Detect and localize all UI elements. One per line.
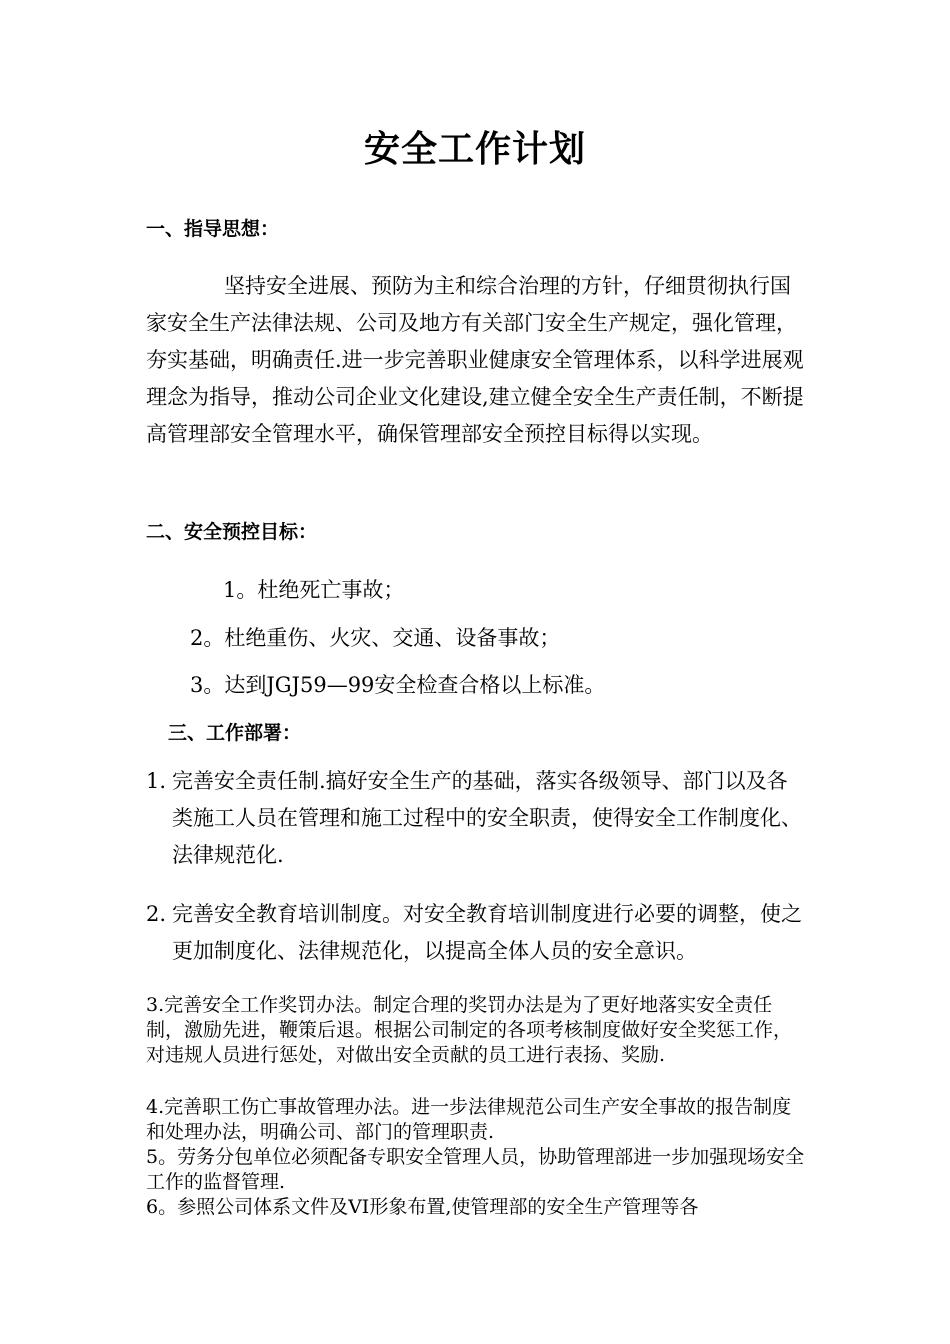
list-item-number: 1. xyxy=(146,769,167,793)
list-item-text: 3.完善安全工作奖罚办法。制定合理的奖罚办法是为了更好地落实安全责任制，激励先进，鞭策后退。根据公司制定的各项考核制度做好安全奖惩工作，对违规人员进行惩处，对做出安全贡献的员工进行表扬、奖励. xyxy=(146,994,793,1066)
section-paragraph-guiding-ideology: 坚持安全进展、预防为主和综合治理的方针，仔细贯彻执行国家安全生产法律法规、公司及地方有关部门安全生产规定，强化管理，夯实基础，明确责任.进一步完善职业健康安全管理体系，以科学进展观理念为指导，推动公司企业文化建设,建立健全安全生产责任制，不断提高管理部安全管理水平，确保管理部安全预控目标得以实现。 xyxy=(146,274,804,446)
document-title: 安全工作计划 xyxy=(363,129,586,170)
list-item-text: 5。劳务分包单位必须配备专职安全管理人员，协助管理部进一步加强现场安全工作的监督管理. xyxy=(146,1146,805,1193)
list-item-text: 完善安全责任制.搞好安全生产的基础，落实各级领导、部门以及各类施工人员在管理和施工过程中的安全职责，使得安全工作制度化、法律规范化. xyxy=(172,769,802,867)
list-item-text: 6。参照公司体系文件及VI形象布置,使管理部的安全生产管理等各 xyxy=(146,1196,699,1218)
target-item-2: 2。杜绝重伤、火灾、交通、设备事故； xyxy=(190,626,561,650)
target-item-1: 1。杜绝死亡事故； xyxy=(223,578,405,602)
section-heading-guiding-ideology: 一、指导思想： xyxy=(146,218,280,240)
target-item-3: 3。达到JGJ59—99安全检查合格以上标准。 xyxy=(190,673,606,697)
list-item-text: 完善安全教育培训制度。对安全教育培训制度进行必要的调整，使之更加制度化、法律规范化，以提高全体人员的安全意识。 xyxy=(172,902,802,963)
section-heading-safety-targets: 二、安全预控目标： xyxy=(146,521,318,543)
list-item-number: 2. xyxy=(146,902,167,926)
list-item-text: 4.完善职工伤亡事故管理办法。进一步法律规范公司生产安全事故的报告制度和处理办法，明确公司、部门的管理职责. xyxy=(146,1096,792,1143)
section-heading-work-deployment: 三、工作部署： xyxy=(168,722,302,744)
